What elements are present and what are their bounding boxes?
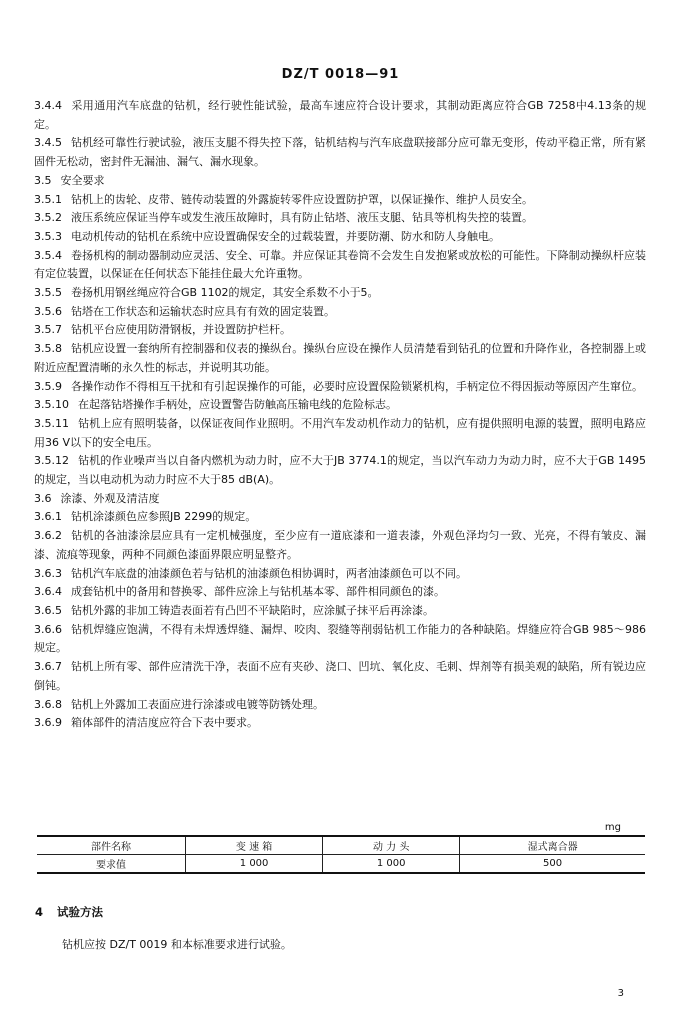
clause [34,303,646,322]
clause [34,602,646,621]
clause [34,228,646,247]
table-cell: 1 000 [323,855,460,874]
clause-text: 钻机焊缝应饱满，不得有未焊透焊缝、漏焊、咬肉、裂缝等削弱钻机工作能力的各种缺陷。焊缝应符合GB 985～986规定。 [34,622,646,655]
clause-number: 3.6.6 [34,622,62,636]
clause [34,396,646,415]
table-row [37,855,645,874]
clause [34,340,646,377]
clause-number: 3.5.5 [34,286,62,300]
clause-number: 3.6 [34,491,52,505]
clause-number: 3.5.3 [34,229,62,243]
clause-text: 钻机经可靠性行驶试验，液压支腿不得失控下落，钻机结构与汽车底盘联接部分应可靠无变形，传动平稳正常，所有紧固件无松动，密封件无漏油、漏气、漏水现象。 [34,136,646,169]
clause-number: 3.4.5 [34,136,62,150]
clause [34,321,646,340]
clause [34,284,646,303]
clause-number: 3.6.8 [34,697,62,711]
clause [34,209,646,228]
section-heading [35,904,103,920]
clause-number: 3.6.1 [34,510,62,524]
clause [34,508,646,527]
clause [34,696,646,715]
clause-text: 涂漆、外观及清洁度 [60,491,160,505]
clause [34,565,646,584]
table-unit: mg [604,822,621,833]
clause-text: 卷扬机构的制动器制动应灵活、安全、可靠。并应保证其卷筒不会发生自发抱紧或放松的可能性。下降制动操纵杆应装有定位装置，以保证在任何状态下能挂住最大允许重物。 [34,248,646,281]
clause-text: 钻机应设置一套纳所有控制器和仪表的操纵台。操纵台应设在操作人员清楚看到钻孔的位置和升降作业，各控制器上或附近应配置清晰的永久性的标志，并说明其功能。 [34,342,646,374]
table-header-cell: 部件名称 [37,836,186,855]
clause-number: 3.6.5 [34,603,62,617]
clause-number: 3.5.1 [34,192,62,206]
clause-text: 钻机平台应使用防滑钢板，并设置防护栏杆。 [71,323,291,337]
clause-list [34,97,646,733]
clause-text: 采用通用汽车底盘的钻机，经行驶性能试验，最高车速应符合设计要求，其制动距离应符合GB 7258中4.13条的规定。 [34,99,646,131]
clause [34,714,646,733]
clause [34,583,646,602]
clause-text: 电动机传动的钻机在系统中应设置确保安全的过载装置，并要防潮、防水和防人身触电。 [71,229,500,243]
table-header-cell: 动 力 头 [323,836,460,855]
cleanliness-table [37,835,645,874]
clause-text: 钻机汽车底盘的油漆颜色若与钻机的油漆颜色相协调时，两者油漆颜色可以不同。 [71,566,467,580]
clause-text: 钻机上外露加工表面应进行涂漆或电镀等防锈处理。 [71,697,324,711]
clause [34,621,646,658]
clause-text: 钻机涂漆颜色应参照JB 2299的规定。 [71,510,257,524]
clause-text: 钻机的作业噪声当以自备内燃机为动力时，应不大于JB 3774.1的规定，当以汽车动力为动力时，应不大于GB 1495的规定，当以电动机为动力时应不大于85 dB(A)。 [34,454,646,487]
clause-number: 3.5.12 [34,454,69,468]
clause-number: 3.5.2 [34,211,62,225]
clause-number: 3.5.11 [34,416,69,430]
clause-number: 3.6.7 [34,660,62,674]
clause [34,452,646,489]
table-cell: 1 000 [186,855,323,874]
clause-text: 安全要求 [60,173,105,187]
clause [34,134,646,171]
page-number: 3 [617,988,624,999]
clause-text: 各操作动作不得相互干扰和有引起误操作的可能，必要时应设置保险锁紧机构，手柄定位不得因振动等原因产生窜位。 [71,379,643,393]
clause [34,415,646,452]
clause-number: 3.5.9 [34,379,62,393]
clause-text: 液压系统应保证当停车或发生液压故障时，具有防止钻塔、液压支腿、钻具等机构失控的装置。 [71,211,533,225]
clause-number: 3.5.10 [34,398,69,412]
clause [34,191,646,210]
clause-number: 3.5 [34,173,52,187]
section-text: 钻机应按 DZ/T 0019 和本标准要求进行试验。 [62,938,292,951]
clause-number: 3.6.4 [34,585,62,599]
clause-text: 钻机外露的非加工铸造表面若有凸凹不平缺陷时，应涂腻子抹平后再涂漆。 [71,603,434,617]
page-header: DZ/T 0018—91 [281,67,400,82]
clause-text: 卷扬机用钢丝绳应符合GB 1102的规定，其安全系数不小于5。 [71,286,379,300]
clause [34,378,646,397]
clause-text: 在起落钻塔操作手柄处，应设置警告防触高压输电线的危险标志。 [78,398,397,412]
clause-text: 钻机的各油漆涂层应具有一定机械强度，至少应有一道底漆和一道表漆，外观色泽均匀一致、光亮，不得有皱皮、漏漆、流痕等现象，两种不同颜色漆面界限应明显整齐。 [34,529,646,561]
section-title: 试验方法 [57,905,104,919]
clause-text: 钻机上应有照明装备，以保证夜间作业照明。不用汽车发动机作动力的钻机，应有提供照明电源的装置，照明电路应用36 V以下的安全电压。 [34,416,646,449]
table-header-row [37,836,645,855]
section-number: 4 [35,905,44,919]
table-cell: 要求值 [37,855,186,874]
clause-number: 3.6.3 [34,566,62,580]
clause [34,97,646,134]
clause-number: 3.5.6 [34,304,62,318]
clause-text: 钻塔在工作状态和运输状态时应具有有效的固定装置。 [71,304,335,318]
clause-number: 3.5.8 [34,342,62,356]
clause [34,490,646,509]
clause-text: 成套钻机中的备用和替换零、部件应涂上与钻机基本零、部件相同颜色的漆。 [71,585,445,599]
clause-text: 钻机上的齿轮、皮带、链传动装置的外露旋转零件应设置防护罩，以保证操作、维护人员安全。 [71,192,533,206]
clause [34,527,646,564]
clause-text: 箱体部件的清洁度应符合下表中要求。 [71,716,258,730]
clause-number: 3.4.4 [34,99,62,112]
clause [34,247,646,284]
clause-text: 钻机上所有零、部件应清洗干净，表面不应有夹砂、浇口、凹坑、氧化皮、毛刺、焊剂等有损美观的缺陷，所有锐边应倒钝。 [34,660,646,692]
clause-number: 3.6.9 [34,716,62,730]
clause [34,658,646,695]
clause-number: 3.5.7 [34,323,62,337]
table-header-cell: 变 速 箱 [186,836,323,855]
table-cell: 500 [460,855,645,874]
clause-number: 3.5.4 [34,248,62,262]
table-header-cell: 湿式离合器 [460,836,645,855]
clause [34,172,646,191]
clause-number: 3.6.2 [34,529,62,543]
